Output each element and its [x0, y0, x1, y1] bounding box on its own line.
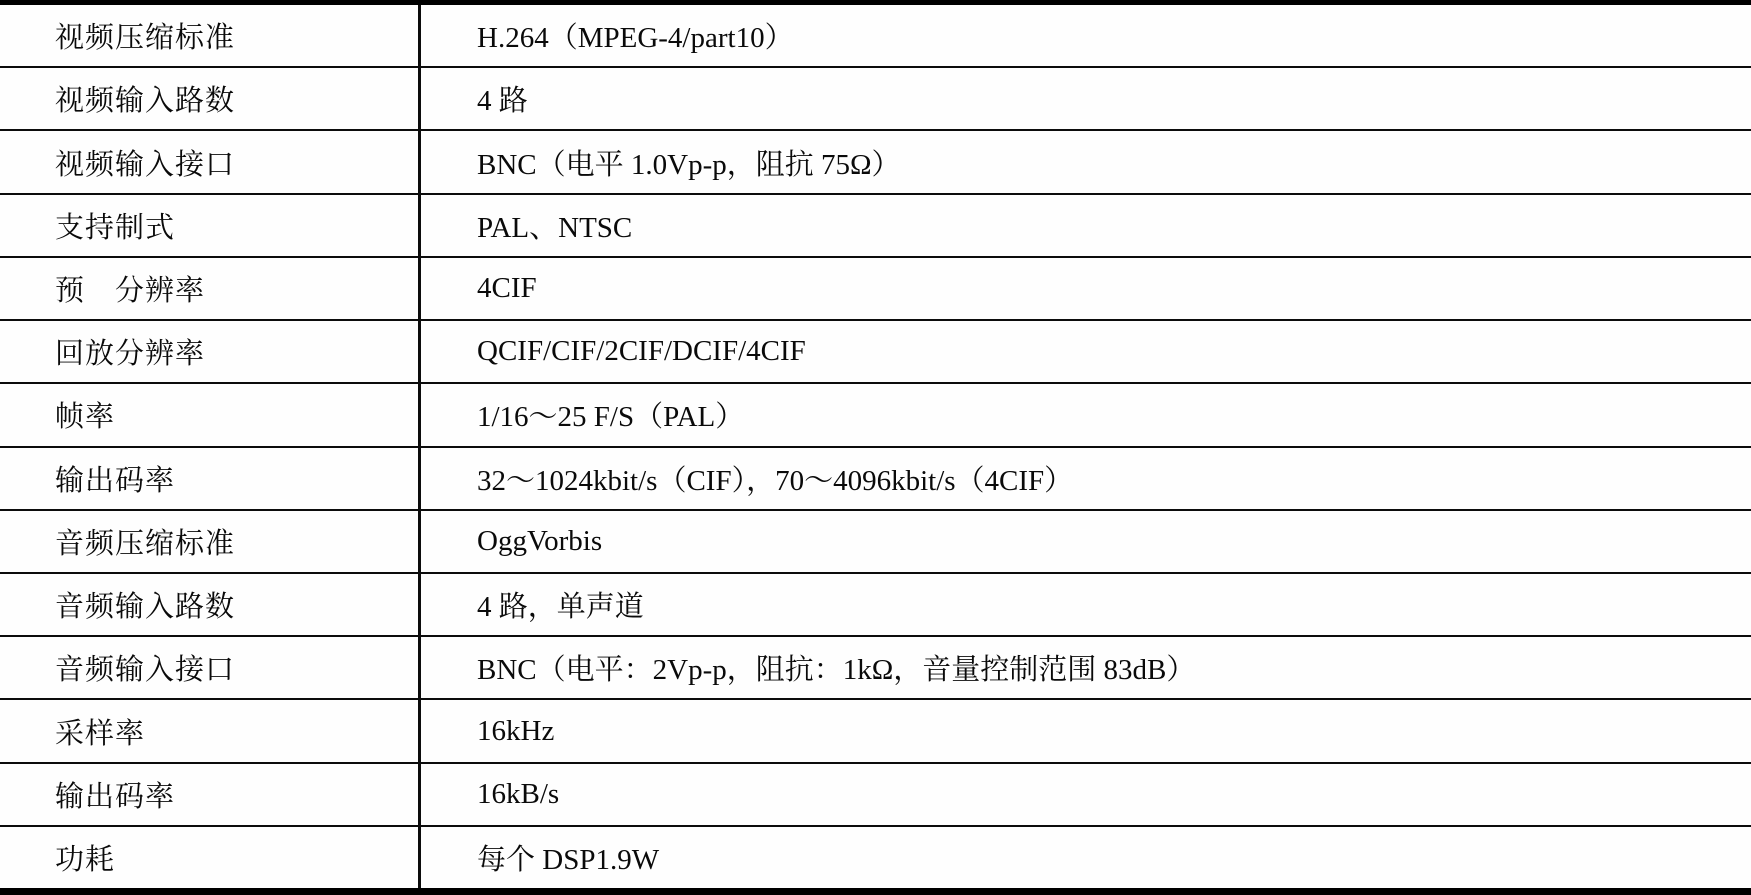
spec-value: PAL、NTSC — [477, 211, 633, 244]
spec-value-cell — [421, 131, 1751, 192]
table-row — [0, 574, 1751, 637]
spec-label: 音频输入路数 — [55, 591, 236, 624]
spec-value: 4CIF — [477, 271, 537, 304]
spec-label-cell — [0, 258, 421, 319]
table-row — [0, 764, 1751, 827]
spec-label-cell — [0, 637, 421, 698]
table-row — [0, 637, 1751, 700]
spec-value-cell — [421, 574, 1751, 635]
spec-value-cell — [421, 195, 1751, 256]
spec-label-cell — [0, 384, 421, 445]
table-row — [0, 700, 1751, 763]
spec-label-cell — [0, 448, 421, 509]
spec-value-cell — [421, 511, 1751, 572]
table-row — [0, 321, 1751, 384]
table-row — [0, 131, 1751, 194]
spec-label: 输出码率 — [55, 464, 176, 497]
spec-value: 1/16～25 F/S（PAL） — [477, 401, 745, 434]
spec-label-cell — [0, 700, 421, 761]
spec-value: 每个 DSP1.9W — [477, 843, 660, 876]
spec-label-cell — [0, 195, 421, 256]
table-row — [0, 68, 1751, 131]
spec-label: 音频输入接口 — [55, 654, 236, 687]
spec-label-cell — [0, 321, 421, 382]
spec-label: 回放分辨率 — [55, 338, 206, 371]
spec-value-cell — [421, 764, 1751, 825]
spec-label-cell — [0, 764, 421, 825]
spec-value-cell — [421, 68, 1751, 129]
spec-value: 4 路 — [477, 85, 528, 118]
spec-label: 视频压缩标准 — [55, 22, 236, 55]
table-row — [0, 827, 1751, 888]
spec-value-cell — [421, 5, 1751, 66]
spec-value: BNC（电平 1.0Vp-p，阻抗 75Ω） — [477, 148, 901, 181]
spec-label: 音频压缩标准 — [55, 527, 236, 560]
table-row — [0, 384, 1751, 447]
table-row — [0, 258, 1751, 321]
spec-value-cell — [421, 637, 1751, 698]
spec-label-cell — [0, 131, 421, 192]
spec-label-cell — [0, 511, 421, 572]
spec-label: 帧率 — [55, 401, 116, 434]
spec-value: H.264（MPEG-4/part10） — [477, 22, 794, 55]
spec-value: 16kB/s — [477, 777, 560, 810]
spec-label: 视频输入接口 — [55, 148, 236, 181]
spec-label: 视频输入路数 — [55, 85, 236, 118]
spec-value-cell — [421, 258, 1751, 319]
spec-label-cell — [0, 5, 421, 66]
spec-label-cell — [0, 827, 421, 888]
spec-value: BNC（电平：2Vp-p，阻抗：1kΩ，音量控制范围 83dB） — [477, 654, 1196, 687]
spec-value-cell — [421, 448, 1751, 509]
spec-value-cell — [421, 321, 1751, 382]
spec-label: 采样率 — [55, 717, 146, 750]
spec-value: 16kHz — [477, 714, 555, 747]
spec-value: 4 路，单声道 — [477, 591, 644, 624]
spec-value: 32～1024kbit/s（CIF），70～4096kbit/s（4CIF） — [477, 464, 1074, 497]
table-row — [0, 511, 1751, 574]
spec-label: 功耗 — [55, 843, 116, 876]
spec-value-cell — [421, 384, 1751, 445]
spec-value: QCIF/CIF/2CIF/DCIF/4CIF — [477, 335, 806, 368]
table-row — [0, 195, 1751, 258]
spec-label-cell — [0, 68, 421, 129]
spec-label: 支持制式 — [55, 211, 176, 244]
spec-label: 预 分辨率 — [55, 274, 206, 307]
spec-value: OggVorbis — [477, 524, 603, 557]
spec-label: 输出码率 — [55, 780, 176, 813]
spec-value-cell — [421, 700, 1751, 761]
spec-value-cell — [421, 827, 1751, 888]
table-row — [0, 5, 1751, 68]
spec-label-cell — [0, 574, 421, 635]
table-row — [0, 448, 1751, 511]
